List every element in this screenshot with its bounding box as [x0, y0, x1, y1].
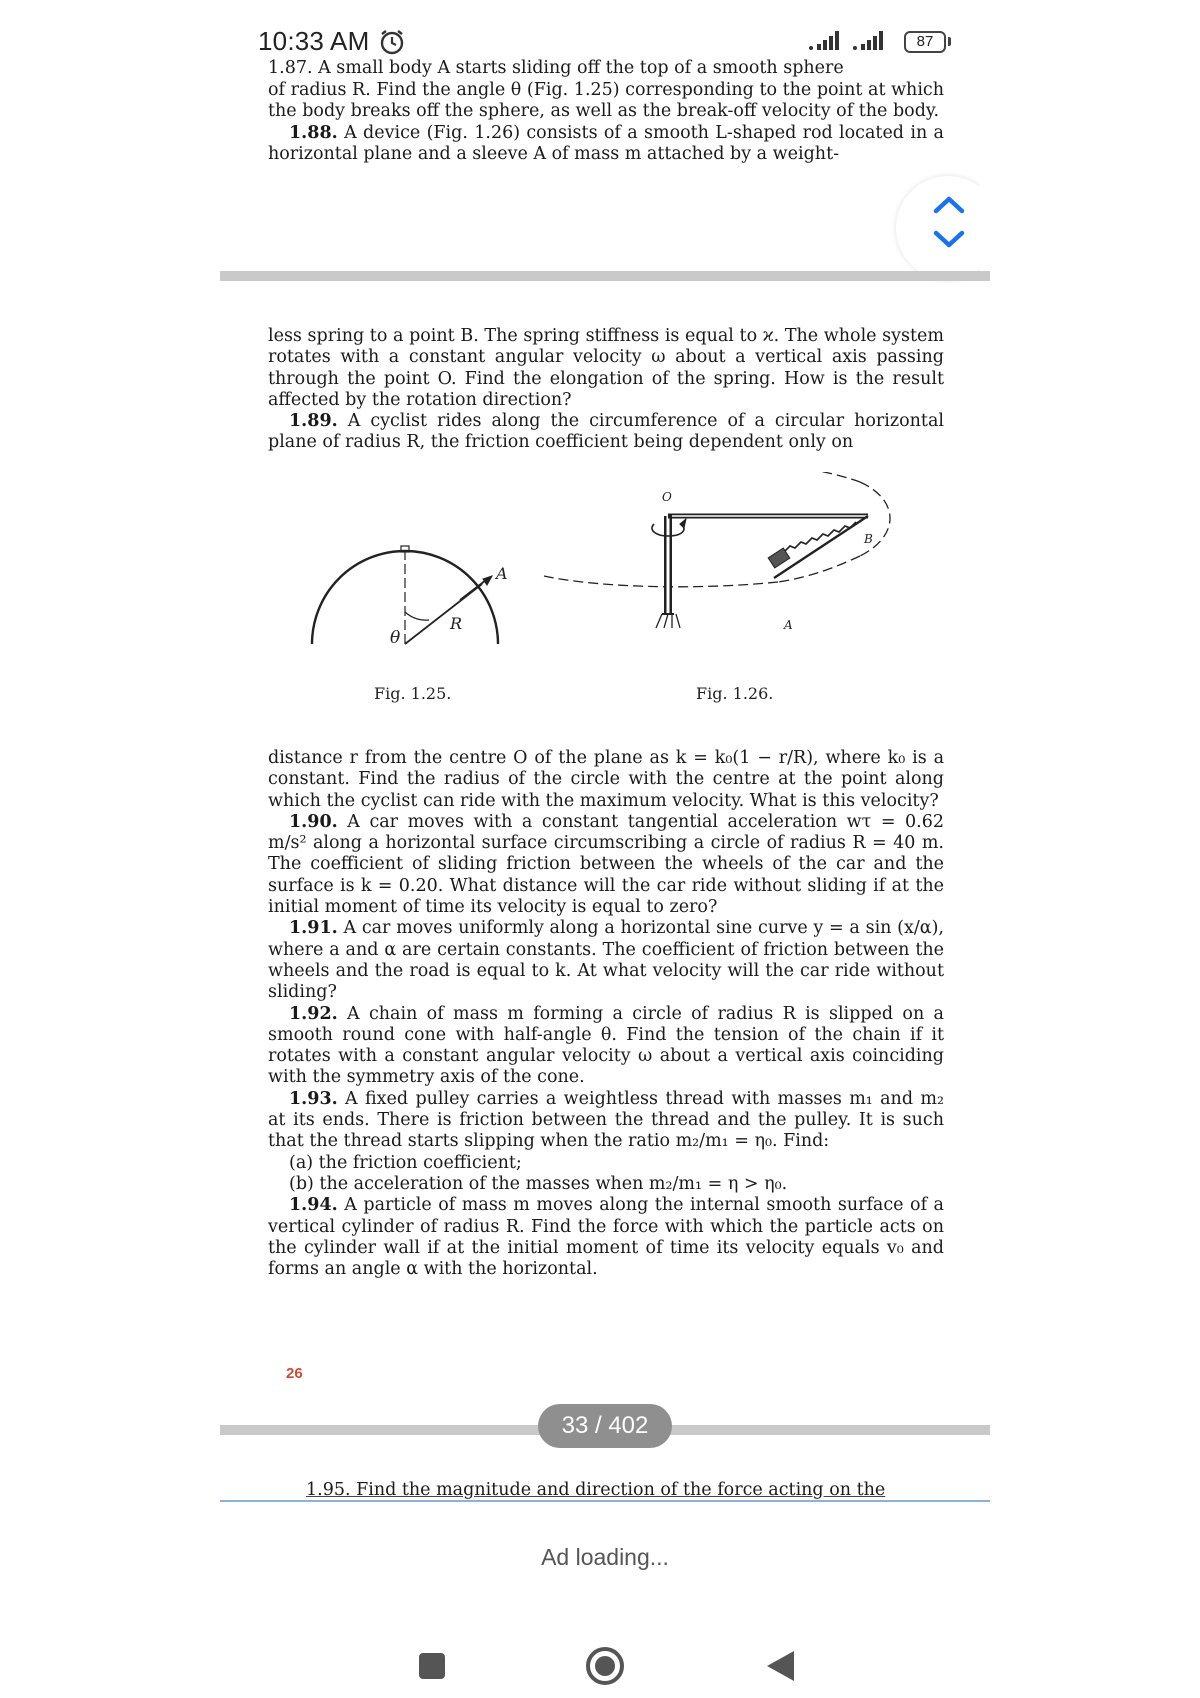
signal-icon [852, 30, 888, 52]
chevron-down-icon[interactable] [930, 228, 968, 252]
ground-hatch [656, 614, 680, 628]
problem-number: 1.90. [289, 811, 338, 832]
alarm-icon [378, 28, 406, 56]
printed-page-number: 26 [286, 1365, 303, 1382]
problem-text: A device (Fig. 1.26) consists of a smooth L-shaped rod located in a horizontal plane and a sleeve A of mass m attached by a weight- [268, 122, 944, 164]
battery-tip [948, 37, 951, 46]
fig-1-26-label-o: O [662, 490, 672, 504]
problem-188-continued: less spring to a point B. The spring stiffness is equal to ϰ. The whole system rotates with a constant angular velocity ω about a vertical axis passing through the point O. Find the elongation of the spring. How is the result affected by the rotation direction? [268, 326, 944, 410]
figures-area [300, 472, 940, 712]
orbit-bottom [544, 576, 778, 587]
problem-191 [268, 918, 944, 1003]
cut-off-line: 1.87. A small body A starts sliding off the top of a smooth sphere [268, 58, 844, 78]
fig-1-26 [544, 472, 890, 628]
fig-1-25-label-r: R [450, 614, 463, 633]
signal-icon [808, 30, 844, 52]
orbit-bottom-right [778, 556, 860, 582]
angle-arc [405, 612, 429, 620]
problem-text: A fixed pulley carries a weightless thread with masses m₁ and m₂ at its ends. There is friction between the thread and the pulley. It is such that the thread starts slipping when the ratio m₂/m₁ = η₀. Find: [268, 1088, 944, 1152]
fig-1-25-label-a: A [496, 564, 508, 583]
fig-1-26-caption: Fig. 1.26. [696, 684, 774, 703]
fig-1-25 [312, 546, 498, 644]
problem-193-b: (b) the acceleration of the masses when m₂/m₁ = η > η₀. [289, 1173, 788, 1194]
status-time: 10:33 AM [258, 26, 370, 56]
problem-number: 1.94. [289, 1195, 338, 1216]
problem-190 [268, 812, 944, 918]
page-divider [220, 271, 990, 281]
orbit-top [598, 472, 860, 482]
problem-text: A cyclist rides along the circumference of a circular horizontal plane of radius R, the friction coefficient being dependent only on [268, 411, 944, 453]
problem-number: 1.88. [289, 122, 338, 143]
next-page-preview [220, 1468, 990, 1502]
problem-number: 1.93. [289, 1088, 338, 1109]
sleeve-a [768, 548, 790, 568]
home-icon[interactable] [584, 1645, 626, 1687]
battery-icon: 87 [904, 31, 946, 53]
problem-number: 1.89. [289, 411, 338, 432]
fig-1-26-label-b: B [864, 532, 873, 546]
page-text-upper [268, 326, 944, 454]
fig-1-25-diagram [300, 472, 940, 712]
previous-page-body [268, 80, 944, 165]
chevron-up-icon[interactable] [930, 192, 968, 216]
back-icon[interactable] [764, 1649, 796, 1683]
fig-1-25-caption: Fig. 1.25. [374, 684, 452, 703]
problem-193-a: (a) the friction coefficient; [289, 1152, 522, 1173]
problem-text: A car moves with a constant tangential acceleration wτ = 0.62 m/s² along a horizontal surface circumscribing a circle of radius R = 40 m. The coefficient of sliding friction between the wheels of the car and the surface is k = 0.20. What distance will the car ride without sliding if at the initial moment of time its velocity is equal to zero? [268, 811, 944, 918]
problem-187-text: of radius R. Find the angle θ (Fig. 1.25) corresponding to the point at which the body breaks off the sphere, as well as the break-off velocity of the body. [268, 80, 944, 122]
ad-loading-text: Ad loading... [541, 1544, 669, 1570]
problem-189 [268, 411, 944, 454]
problem-text: A particle of mass m moves along the internal smooth surface of a vertical cylinder of radius R. Find the force with which the particle acts on the cylinder wall if at the initial moment of time its velocity equals v₀ and forms an angle α with the horizontal. [268, 1195, 944, 1280]
problem-189-continued: distance r from the centre O of the plane as k = k₀(1 − r/R), where k₀ is a constant. Find the radius of the circle with the centre at the point along which the cyclist can ride with the maximum velocity. What is this velocity? [268, 748, 944, 811]
problem-194 [268, 1195, 944, 1280]
fig-1-25-label-theta: θ [390, 628, 401, 648]
page-text-lower [268, 748, 944, 1280]
problem-number: 1.92. [289, 1003, 338, 1024]
fig-1-26-label-a: A [784, 618, 793, 632]
recents-icon[interactable] [418, 1652, 446, 1680]
page-counter: 33 / 402 [538, 1404, 672, 1448]
problem-193 [268, 1089, 944, 1153]
problem-number: 1.91. [289, 918, 338, 939]
rotation-arrow-head [680, 519, 686, 528]
problem-text: A chain of mass m forming a circle of radius R is slipped on a smooth round cone with half-angle θ. Find the tension of the chain if it rotates with a constant angular velocity ω about a vertical axis coinciding with the symmetry axis of the cone. [268, 1003, 944, 1088]
problem-text: A car moves uniformly along a horizontal sine curve y = a sin (x/α), where a and α are certain constants. The coefficient of friction between the wheels and the road is equal to k. At what velocity will the car ride without sliding? [268, 918, 944, 1003]
next-page-cut-line: 1.95. Find the magnitude and direction of the force acting on the [306, 1480, 886, 1500]
problem-192 [268, 1004, 944, 1089]
problem-188 [268, 123, 944, 166]
arrow-head [483, 576, 492, 585]
